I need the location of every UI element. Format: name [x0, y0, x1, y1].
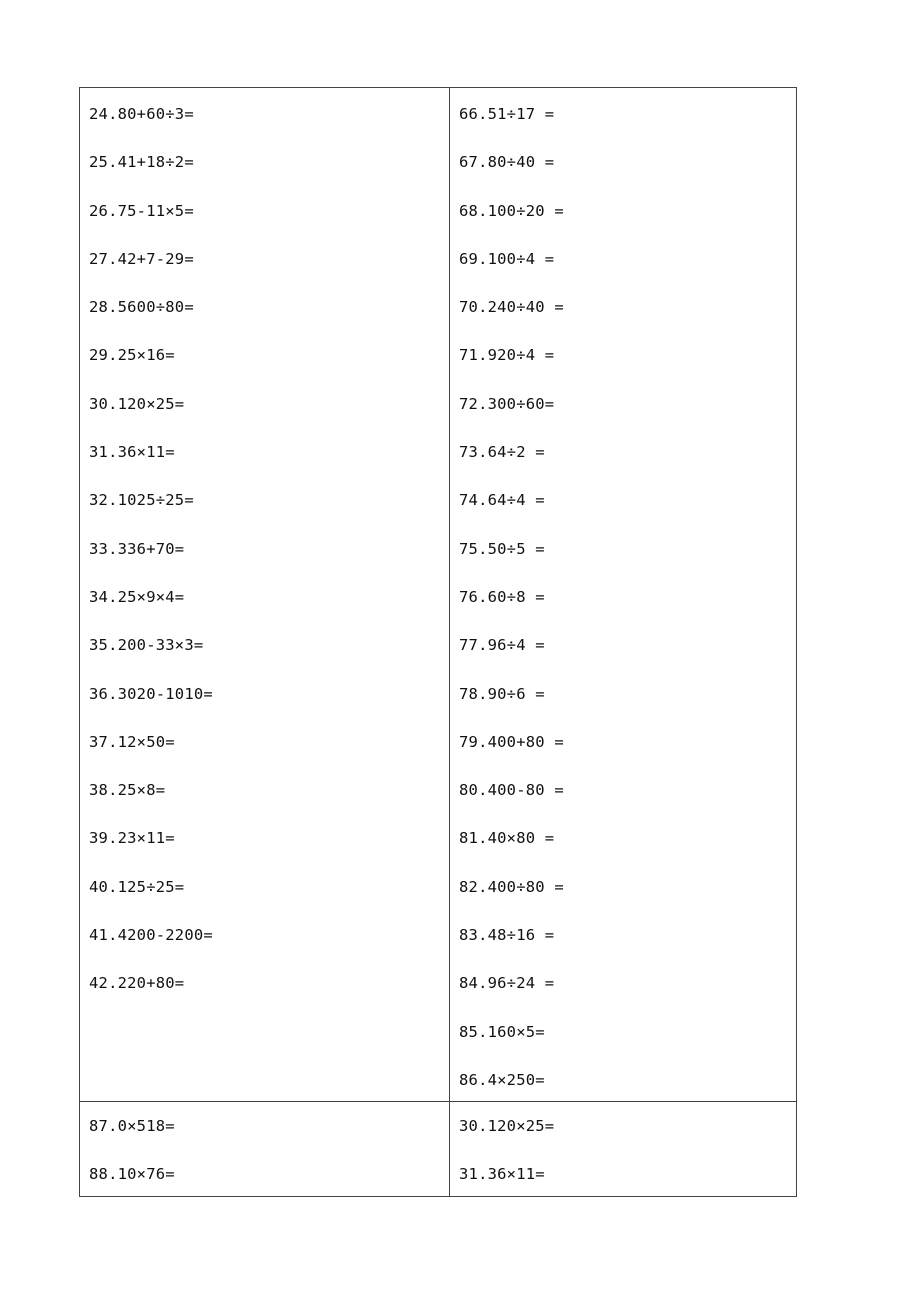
- problem-item: 88.10×76=: [89, 1165, 175, 1184]
- problem-item: 73.64÷2 =: [459, 443, 545, 462]
- row-divider: [80, 1101, 796, 1102]
- problem-item: 75.50÷5 =: [459, 539, 545, 558]
- problem-item: 84.96÷24 =: [459, 974, 555, 993]
- problem-item: 32.1025÷25=: [89, 491, 194, 510]
- problem-item: 27.42+7-29=: [89, 249, 194, 268]
- problem-item: 40.125÷25=: [89, 877, 185, 896]
- problem-item: 87.0×518=: [89, 1117, 175, 1135]
- problem-item: 41.4200-2200=: [89, 926, 213, 945]
- problem-item: 24.80+60÷3=: [89, 105, 194, 123]
- column-divider: [449, 88, 450, 1196]
- problem-item: 72.300÷60=: [459, 394, 555, 413]
- problem-item: 31.36×11=: [89, 443, 175, 462]
- problem-item: 42.220+80=: [89, 974, 185, 993]
- problem-item: 31.36×11=: [459, 1165, 545, 1184]
- top-left-column: [89, 102, 213, 1020]
- problem-item: 36.3020-1010=: [89, 684, 213, 703]
- problem-item: 67.80÷40 =: [459, 153, 555, 172]
- problem-item: 66.51÷17 =: [459, 105, 555, 123]
- bottom-left-column: [89, 1114, 175, 1211]
- top-right-column: [459, 102, 564, 1116]
- problem-item: 30.120×25=: [459, 1117, 555, 1135]
- problem-item: 25.41+18÷2=: [89, 153, 194, 172]
- problem-item: 81.40×80 =: [459, 829, 555, 848]
- problem-item: 74.64÷4 =: [459, 491, 545, 510]
- problem-item: 28.5600÷80=: [89, 298, 194, 317]
- problem-item: 82.400÷80 =: [459, 877, 564, 896]
- problem-item: 38.25×8=: [89, 781, 166, 800]
- problem-item: 70.240÷40 =: [459, 298, 564, 317]
- problem-item: 39.23×11=: [89, 829, 175, 848]
- problem-item: 35.200-33×3=: [89, 636, 204, 655]
- problem-item: 83.48÷16 =: [459, 926, 555, 945]
- problem-item: 26.75-11×5=: [89, 201, 194, 220]
- worksheet-table: [79, 87, 797, 1197]
- problem-item: 78.90÷6 =: [459, 684, 545, 703]
- bottom-right-column: [459, 1114, 554, 1211]
- problem-item: 33.336+70=: [89, 539, 185, 558]
- problem-item: 77.96÷4 =: [459, 636, 545, 655]
- problem-item: 29.25×16=: [89, 346, 175, 365]
- problem-item: 34.25×9×4=: [89, 587, 185, 606]
- problem-item: 71.920÷4 =: [459, 346, 555, 365]
- problem-item: 68.100÷20 =: [459, 201, 564, 220]
- problem-item: 79.400+80 =: [459, 732, 564, 751]
- problem-item: 85.160×5=: [459, 1022, 545, 1041]
- problem-item: 86.4×250=: [459, 1070, 545, 1089]
- problem-item: 30.120×25=: [89, 394, 185, 413]
- problem-item: 76.60÷8 =: [459, 587, 545, 606]
- problem-item: 69.100÷4 =: [459, 249, 555, 268]
- problem-item: 37.12×50=: [89, 732, 175, 751]
- problem-item: 80.400-80 =: [459, 781, 564, 800]
